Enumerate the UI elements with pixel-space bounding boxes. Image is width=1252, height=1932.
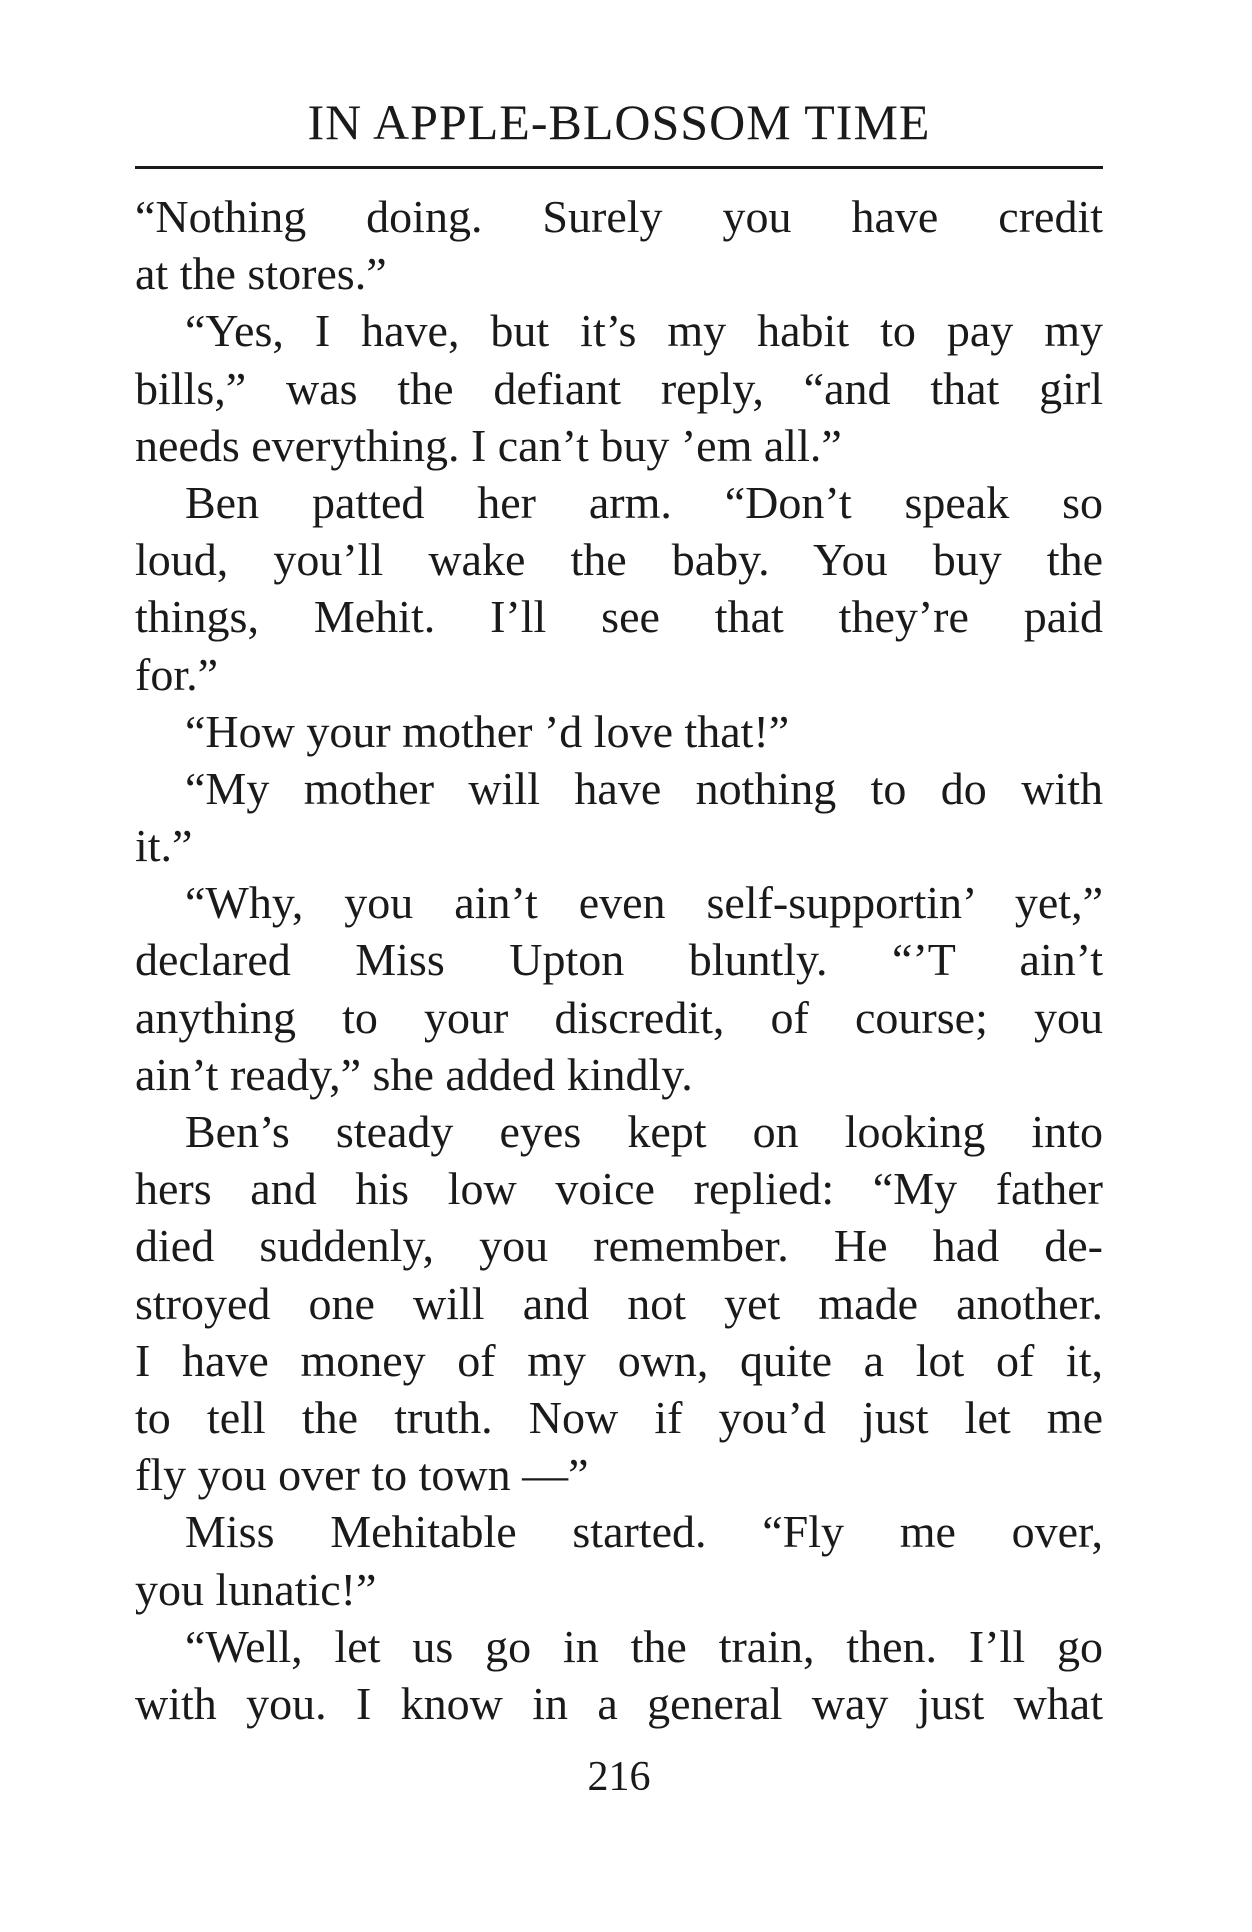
text-line: Ben’s steady eyes kept on looking into [185,1106,1103,1157]
text-line: things, Mehit. I’ll see that they’re paid [135,591,1103,643]
text-line: Miss Mehitable started. “Fly me over, [185,1506,1103,1558]
text-line: ain’t ready,” she added kindly. [135,1048,693,1100]
text-line: “Yes, I have, but it’s my habit to pay my [185,305,1103,357]
text-line: “Nothing doing. Surely you have credit [135,191,1103,242]
header-rule [135,166,1103,169]
text-line: at the stores.” [135,248,387,300]
running-head: IN APPLE-BLOSSOM TIME [307,94,931,150]
text-line: “Why, you ain’t even self-supportin’ yet,” [185,877,1103,929]
text-line: “How your mother ’d love that!” [185,705,790,757]
page-number: 216 [587,1754,651,1800]
text-line: loud, you’ll wake the baby. You buy the [135,534,1103,586]
text-line: for.” [135,648,219,700]
text-line: hers and his low voice replied: “My father [135,1163,1103,1215]
text-line: to tell the truth. Now if you’d just let me [135,1391,1103,1443]
text-line: Ben patted her arm. “Don’t speak so [185,476,1103,528]
text-line: you lunatic!” [135,1563,377,1615]
text-line: declared Miss Upton bluntly. “’T ain’t [135,934,1103,986]
text-line: died suddenly, you remember. He had de- [135,1220,1103,1272]
text-line: it.” [135,820,193,872]
text-line: bills,” was the defiant reply, “and that girl [135,362,1103,414]
text-line: I have money of my own, quite a lot of it, [135,1334,1103,1386]
text-line: anything to your discredit, of course; you [135,991,1103,1043]
text-line: “My mother will have nothing to do with [185,762,1103,814]
body-text [135,188,1103,1732]
text-line: “Well, let us go in the train, then. I’ll go [185,1620,1103,1672]
text-line: needs everything. I can’t buy ’em all.” [135,419,842,471]
text-line: with you. I know in a general way just what [135,1677,1103,1729]
text-line: stroyed one will and not yet made another. [135,1277,1103,1329]
text-line: fly you over to town —” [135,1449,589,1501]
